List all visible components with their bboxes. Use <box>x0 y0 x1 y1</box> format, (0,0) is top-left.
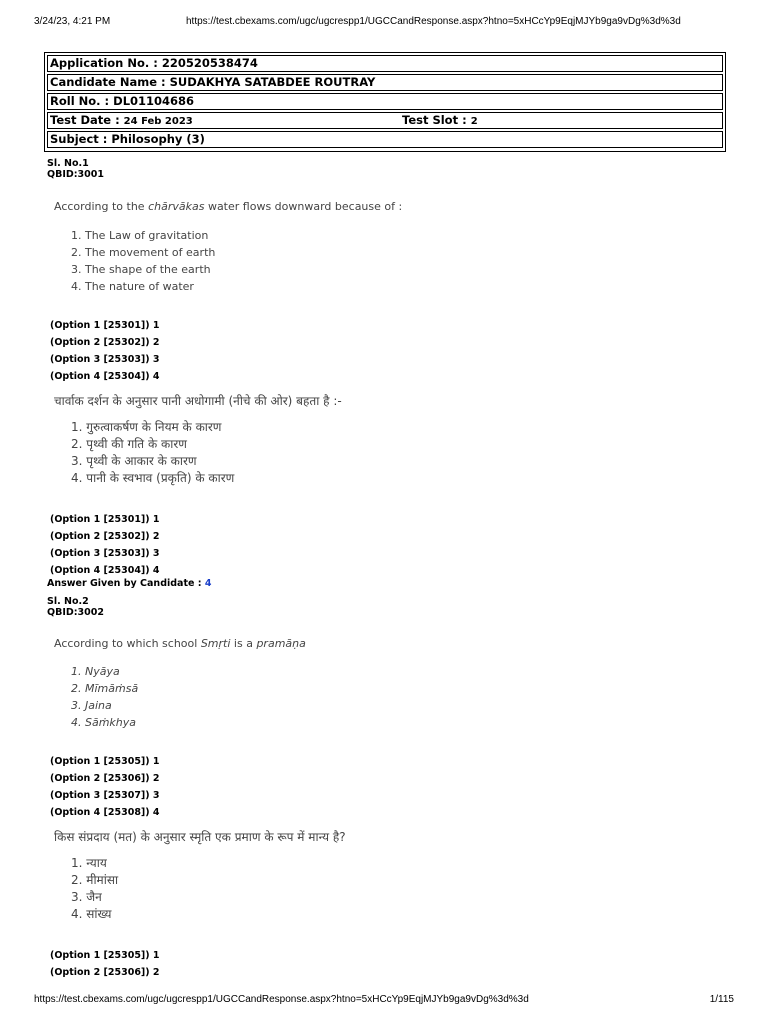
list-item: 2. मीमांसा <box>71 873 119 887</box>
list-item: 1. The Law of gravitation <box>71 229 209 242</box>
option-id: (Option 1 [25301]) 1 <box>50 320 160 331</box>
option-id: (Option 2 [25306]) 2 <box>50 773 160 784</box>
question-hi-text: चार्वाक दर्शन के अनुसार पानी अधोगामी (नीचे की ओर) बहता है :- <box>54 394 342 408</box>
list-item: 3. पृथ्वी के आकार के कारण <box>71 454 197 468</box>
test-date-value: 24 Feb 2023 <box>123 116 193 127</box>
test-slot-value: 2 <box>470 116 478 127</box>
sl-no: Sl. No.2 <box>47 596 89 607</box>
list-item: 3. The shape of the earth <box>71 263 211 276</box>
test-date-label: Test Date : <box>50 113 124 127</box>
answer-value: 4 <box>204 578 212 589</box>
question-2-en-text-wrap <box>47 637 727 650</box>
list-item: 4. पानी के स्वभाव (प्रकृति) के कारण <box>71 471 235 485</box>
option-id: (Option 3 [25307]) 3 <box>50 790 160 801</box>
option-ids-en <box>47 753 727 821</box>
qbid: QBID:3002 <box>47 607 104 618</box>
question-en-text-part: According to which school <box>54 637 201 650</box>
roll-no-row <box>47 93 723 110</box>
print-header-url: https://test.cbexams.com/ugc/ugcrespp1/UGCCandResponse.aspx?htno=5xHCcYp9EqjMJYb9ga9vDg%3d%3d <box>186 16 681 27</box>
option-id: (Option 2 [25302]) 2 <box>50 337 160 348</box>
qbid: QBID:3001 <box>47 169 104 180</box>
list-item: 1. गुरुत्वाकर्षण के नियम के कारण <box>71 420 222 434</box>
subject: Subject : Philosophy (3) <box>50 132 205 146</box>
question-en-text <box>54 637 727 650</box>
option-id: (Option 3 [25303]) 3 <box>50 354 160 365</box>
question-hi-options <box>71 855 751 923</box>
list-item: 2. Mīmāṁsā <box>71 682 139 695</box>
question-en-term: pramāṇa <box>256 637 306 650</box>
option-id: (Option 1 [25305]) 1 <box>50 950 160 961</box>
candidate-info-table <box>44 52 726 152</box>
list-item: 1. Nyāya <box>71 665 120 678</box>
list-item: 3. Jaina <box>71 699 112 712</box>
list-item: 4. सांख्य <box>71 907 112 921</box>
sl-no: Sl. No.1 <box>47 158 89 169</box>
page-number: 1/115 <box>709 994 734 1005</box>
question-en-text-part: is a <box>230 637 257 650</box>
question-hi-text-wrap <box>47 828 727 845</box>
question-hi-options <box>71 419 751 487</box>
roll-no: Roll No. : DL01104686 <box>50 94 195 108</box>
question-en-term: Smṛti <box>200 637 231 650</box>
test-slot-label: Test Slot : <box>402 113 471 127</box>
option-ids-en <box>47 317 727 385</box>
list-item: 2. The movement of earth <box>71 246 216 259</box>
list-item: 4. Sāṁkhya <box>71 716 137 729</box>
question-en-options <box>71 663 751 731</box>
candidate-name-row <box>47 74 723 91</box>
question-1 <box>47 158 727 180</box>
option-id: (Option 3 [25303]) 3 <box>50 548 160 559</box>
question-1-en-text-wrap <box>47 200 727 213</box>
question-en-text-part: According to the <box>54 200 149 213</box>
option-id: (Option 4 [25304]) 4 <box>50 565 160 576</box>
test-date-row <box>47 112 723 129</box>
question-en-text <box>54 200 727 213</box>
question-hi-text-wrap <box>47 392 727 409</box>
list-item: 3. जैन <box>71 890 102 904</box>
subject-row <box>47 131 723 148</box>
question-en-text-part: water flows downward because of : <box>204 200 403 213</box>
option-id: (Option 1 [25305]) 1 <box>50 756 160 767</box>
print-footer-url: https://test.cbexams.com/ugc/ugcrespp1/UGCCandResponse.aspx?htno=5xHCcYp9EqjMJYb9ga9vDg%3d%3d <box>34 994 529 1005</box>
answer-given <box>47 578 727 589</box>
list-item: 1. न्याय <box>71 856 107 870</box>
print-timestamp: 3/24/23, 4:21 PM <box>34 16 111 27</box>
list-item: 4. The nature of water <box>71 280 194 293</box>
list-item: 2. पृथ्वी की गति के कारण <box>71 437 187 451</box>
option-id: (Option 4 [25308]) 4 <box>50 807 160 818</box>
answer-label: Answer Given by Candidate : <box>47 578 205 589</box>
option-ids-hi <box>47 947 727 981</box>
option-id: (Option 4 [25304]) 4 <box>50 371 160 382</box>
question-en-options <box>71 227 751 295</box>
option-id: (Option 2 [25302]) 2 <box>50 531 160 542</box>
application-no: Application No. : 220520538474 <box>50 56 258 70</box>
question-en-term: chārvākas <box>148 200 205 213</box>
option-ids-hi <box>47 511 727 579</box>
option-id: (Option 1 [25301]) 1 <box>50 514 160 525</box>
candidate-name: Candidate Name : SUDAKHYA SATABDEE ROUTRAY <box>50 75 376 89</box>
question-2 <box>47 596 727 618</box>
question-hi-text: किस संप्रदाय (मत) के अनुसार स्मृति एक प्रमाण के रूप में मान्य है? <box>54 830 346 844</box>
option-id: (Option 2 [25306]) 2 <box>50 967 160 978</box>
application-no-row <box>47 55 723 72</box>
